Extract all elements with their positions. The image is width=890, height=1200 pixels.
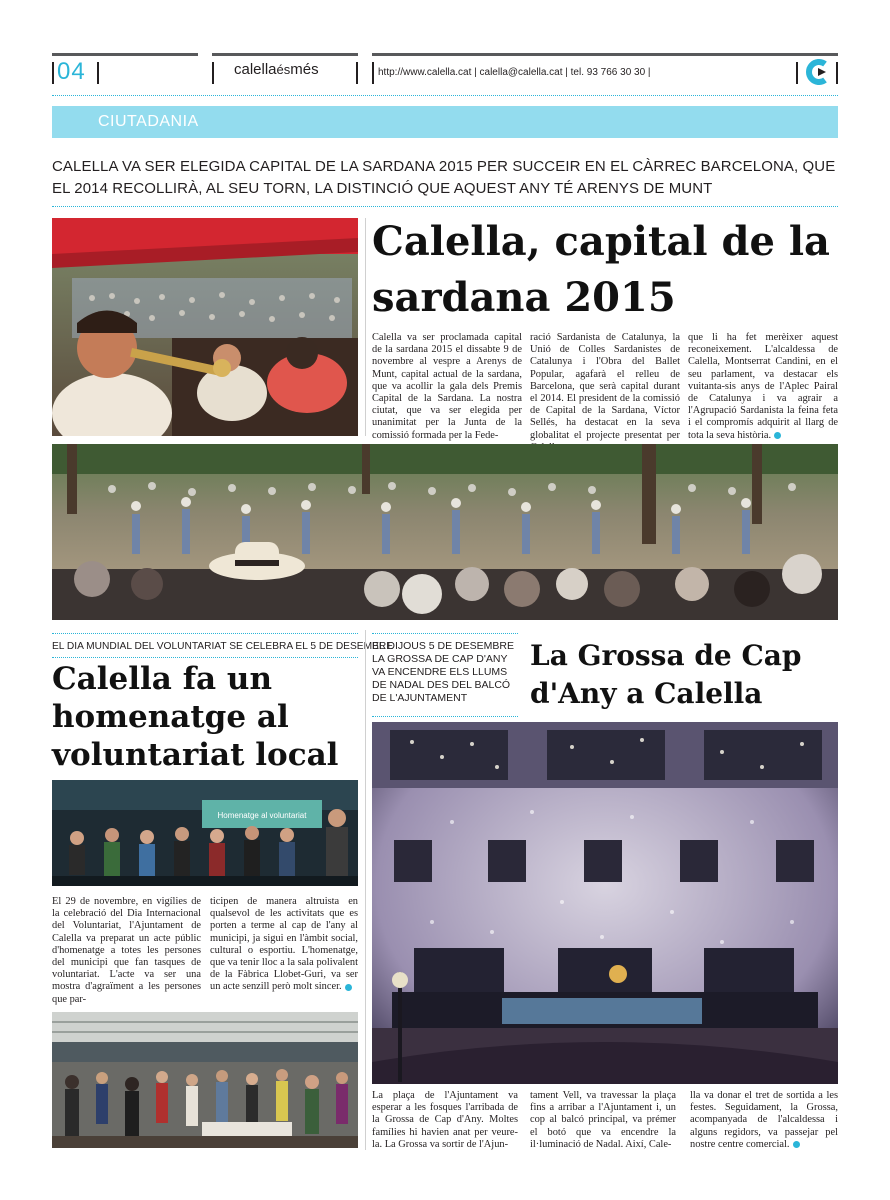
article3-col2 [530, 1090, 676, 1151]
photo-volunteers-hall [52, 1012, 358, 1148]
article-end-icon [345, 984, 352, 991]
article3-title: La Grossa de Cap d'Any a Calella [530, 639, 802, 710]
article3-col3 [690, 1090, 838, 1151]
page-number-bar-right [97, 62, 99, 84]
article1-col1 [372, 332, 522, 442]
photo-volunteers-stage [52, 780, 358, 886]
article2-col2-text: ticipen de manera altruista en qualsevol de les activitats que es porten a terme al cap de l'any al municipi, ja sigui en l'àmbit social, cultural o esportiu. L'homenatge, que va tenir lloc a la sala polivalent de la Fàbrica Llobet-Guri, va ser un acte senzill però molt sincer. [210, 896, 358, 993]
header-rule-mid [212, 53, 358, 56]
brand-logo [234, 61, 319, 78]
header-rule-right [372, 53, 838, 56]
article3-vertical-divider [365, 630, 366, 1150]
article3-top-rule [372, 633, 518, 634]
article2-col1-text: El 29 de novembre, en vigílies de la celebració del Dia Internacional del Voluntariat, l'Ajuntament de Calella va preparat un acte públic d'homenatge a totes les persones del municipi que fan tasques de voluntariat. L'acte va ser una mostra d'agraïment a les persones que par- [52, 896, 201, 1005]
article2-title: Calella fa un homenatge al voluntariat local [52, 661, 339, 773]
article1-col3-text: que li ha fet merèixer aquest reconeixement. L'alcaldessa de Calella, Montserrat Candini, en el seu parlament, va destacar els vuitanta-sis anys de l'Aplec Pairal de Catalunya i va agrair a l'Agrupació Sardanista la feina feta i el compromís adquirit al llarg de tota la seva història. [688, 332, 838, 441]
article3-col1-text: La plaça de l'Ajuntament va esperar a les fosques l'arribada de la Grossa de Cap d'Any. Moltes famílies hi havien anat per veure-la. La Grossa va sortir de l'Ajun- [372, 1090, 518, 1150]
article1-kicker: CALELLA VA SER ELEGIDA CAPITAL DE LA SARDANA 2015 PER SUCCEIR EN EL CÀRREC BARCELONA, QUE EL 2014 RECOLLIRÀ, AL SEU TORN, LA DISTINCIÓ QUE AQUEST ANY TÉ ARENYS DE MUNT [52, 158, 836, 197]
article3-col3-text: lla va donar el tret de sortida a les festes. Seguidament, la Grossa, acompanyada de l'alcaldessa i alguns regidors, va passejar pel nostre centre comercial. [690, 1090, 838, 1150]
article2-col1 [52, 896, 201, 1006]
header-contact: http://www.calella.cat | calella@calella.cat | tel. 93 766 30 30 | [378, 67, 651, 78]
brand-part-1: calella [234, 61, 277, 78]
article2-kicker: EL DIA MUNDIAL DEL VOLUNTARIAT SE CELEBRA EL 5 DE DESEMBRE [52, 641, 394, 652]
photo-banner-text: Homenatge al voluntariat [217, 811, 307, 820]
article-end-icon [793, 1141, 800, 1148]
page-number: 04 [57, 58, 86, 85]
article2-kicker-rule [52, 657, 358, 658]
section-label: CIUTADANIA [98, 113, 199, 130]
photo-sardana-band [52, 218, 358, 436]
article3-col2-text: tament Vell, va travessar la plaça fins a arribar a l'Ajuntament i, un cop al balcó principal, va prémer el botó que va encendre la il·luminació de Nadal. Així, Cale- [530, 1090, 676, 1150]
header-dotted-line [52, 95, 838, 96]
contact-bar-left [372, 62, 374, 84]
article1-col3 [688, 332, 838, 442]
article-end-icon [774, 432, 781, 439]
brand-part-2: és [276, 62, 291, 77]
brand-part-3: més [290, 61, 319, 78]
page-number-bar [52, 62, 54, 84]
article1-col2-text: ració Sardanista de Catalunya, la Unió de Colles Sardanistes de Catalunya i l'Obra del Ballet Popular, agafarà el relleu de Barcelona, que serà capital durant el 2014. El president de la comissió de Capital de la Sardana, Víctor Sellés, ha destacat en la seva globalitat el projecte presentat per [530, 332, 680, 441]
brand-bar-left [212, 62, 214, 84]
article1-col2 [530, 332, 680, 454]
article2-col2 [210, 896, 358, 994]
article3-kicker: EL DIJOUS 5 DE DESEMBRE LA GROSSA DE CAP D'ANY VA ENCENDRE ELS LLUMS DE NADAL DES DEL BALCÓ DE L'AJUNTAMENT [372, 640, 514, 704]
photo-town-hall-lights [372, 722, 838, 1084]
logo-bar-right [836, 62, 838, 84]
article3-kicker-rule [372, 716, 518, 717]
article3-col1 [372, 1090, 518, 1151]
header-rule-left [52, 53, 198, 56]
calella-logo-icon [805, 59, 831, 85]
article2-top-rule [52, 633, 358, 634]
article1-kicker-rule [52, 206, 838, 207]
article1-title: Calella, capital de la sardana 2015 [372, 218, 830, 321]
article1-col1-text: Calella va ser proclamada capital de la sardana 2015 el dissabte 9 de novembre al vespre a Arenys de Munt, capital actual de la sardana, que va acollir la gala dels Premis Capital de la Sardana. La nostra ciutat, que va ser elegida per unanimitat per la Junta de la comissió formada per la Fede- [372, 332, 522, 441]
article1-vertical-divider [365, 218, 366, 436]
photo-sardana-dancers [52, 444, 838, 620]
logo-bar-left [796, 62, 798, 84]
brand-bar-right [356, 62, 358, 84]
section-bar [52, 106, 838, 138]
